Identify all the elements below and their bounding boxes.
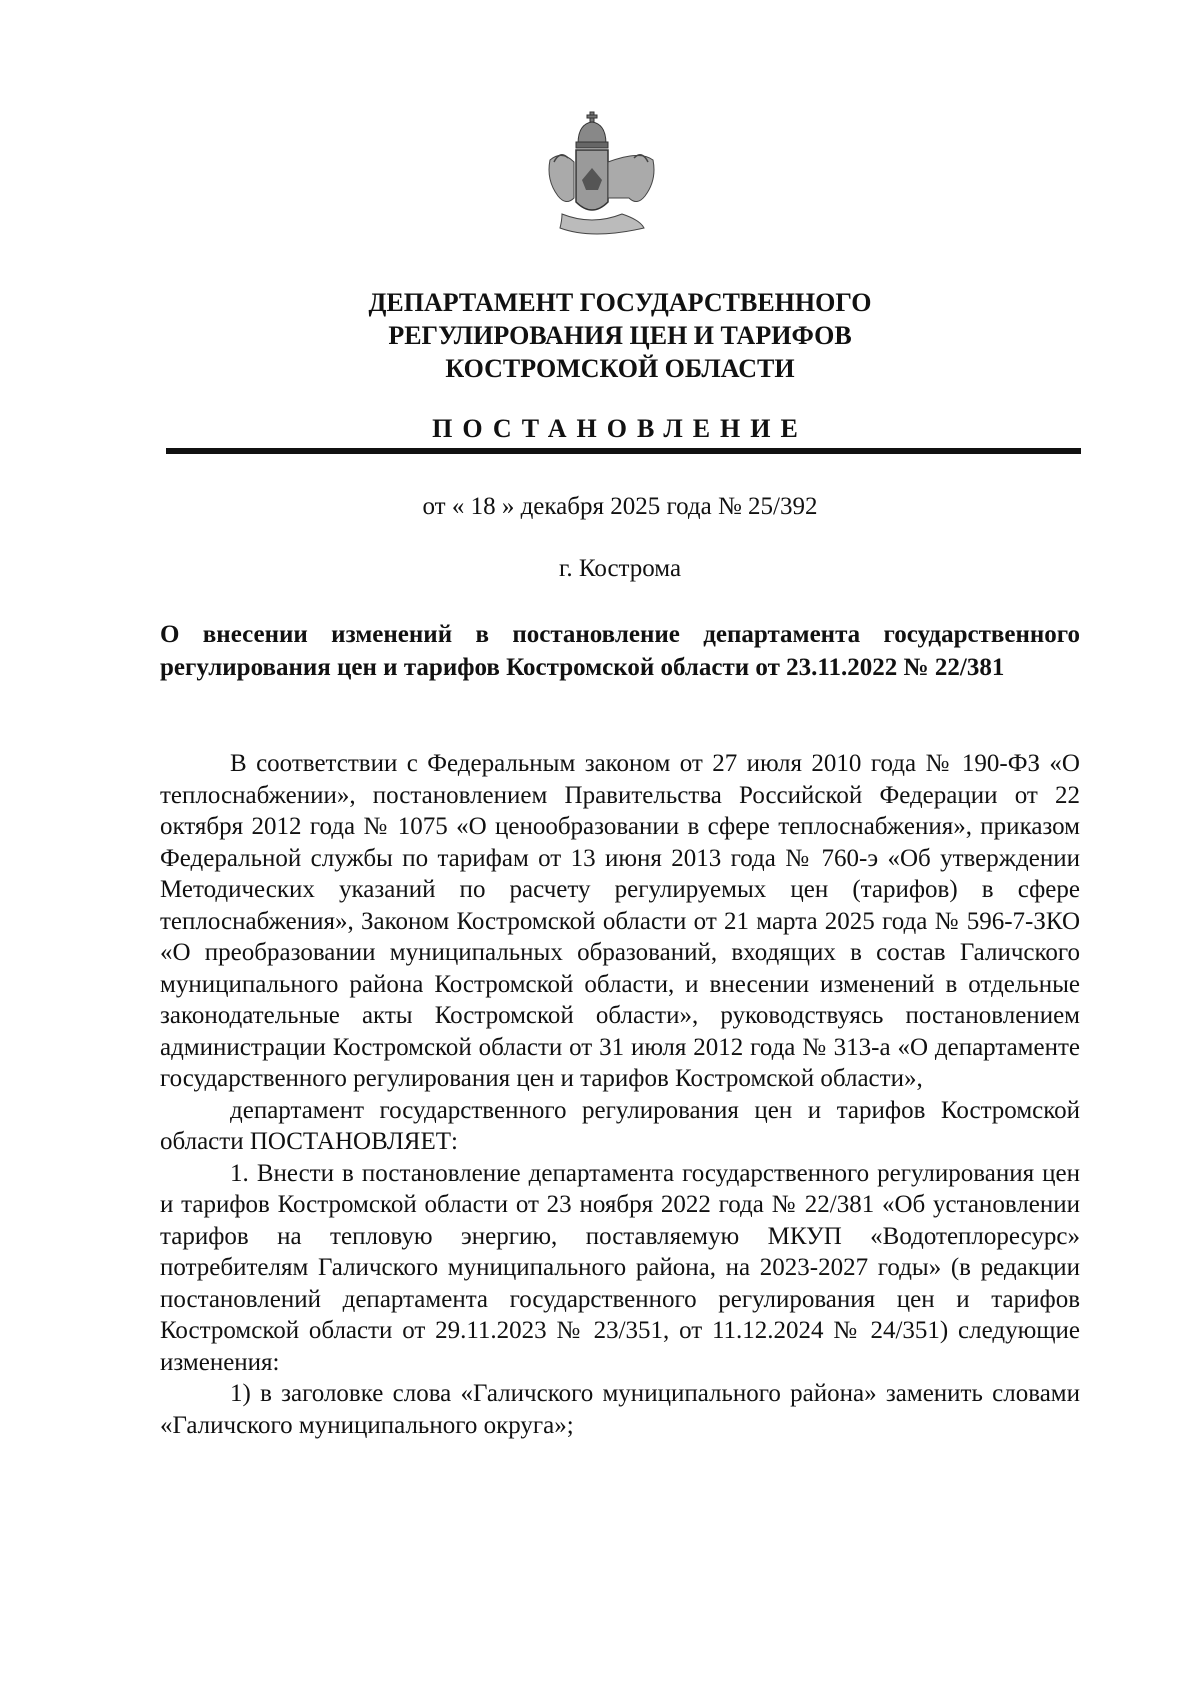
body-paragraph: департамент государственного регулирования цен и тарифов Костромской области ПОСТАНОВЛЯЕТ:	[160, 1096, 1080, 1155]
coat-of-arms-icon	[540, 110, 665, 240]
body-paragraph: В соответствии с Федеральным законом от 27 июля 2010 года № 190-ФЗ «О теплоснабжении», постановлением Правительства Российской Федерации от 22 октября 2012 года № 1075 «О ценообразовании в сфере теплоснабжения», приказом Федеральной службы по тарифам от 13 июня 2013 года № 760-э «Об утверждении Методических указаний по расчету регулируемых цен (тарифов) в сфере теплоснабжения», Законом Костромской области от 21 марта 2025 года № 596-7-ЗКО «О преобразовании муниципальных образований, входящих в состав Галичского муниципального района Костромской области, и внесении изменений в отдельные законодательные акты Костромской области», руководствуясь постановлением администрации Костромской области от 31 июля 2012 года № 313-а «О департаменте государственного регулирования цен и тарифов Костромской области»,	[160, 750, 1080, 1092]
department-name	[160, 286, 1080, 385]
dept-line: КОСТРОМСКОЙ ОБЛАСТИ	[445, 354, 795, 383]
header-divider	[166, 448, 1081, 454]
document-type-heading: ПОСТАНОВЛЕНИЕ	[432, 414, 808, 443]
dept-line: РЕГУЛИРОВАНИЯ ЦЕН И ТАРИФОВ	[388, 321, 852, 350]
body-paragraph: 1) в заголовке слова «Галичского муниципального района» заменить словами «Галичского муниципального округа»;	[160, 1380, 1080, 1439]
dept-line: ДЕПАРТАМЕНТ ГОСУДАРСТВЕННОГО	[368, 288, 872, 317]
document-date-number: от « 18 » декабря 2025 года № 25/392	[422, 493, 818, 520]
document-body	[160, 748, 1080, 1441]
document-city: г. Кострома	[558, 555, 682, 582]
body-paragraph: 1. Внести в постановление департамента государственного регулирования цен и тарифов Костромской области от 23 ноября 2022 года № 22/381 «Об установлении тарифов на тепловую энергию, поставляемую МКУП «Водотеплоресурс» потребителям Галичского муниципального района, на 2023-2027 годы» (в редакции постановлений департамента государственного регулирования цен и тарифов Костромской области от 29.11.2023 № 23/351, от 11.12.2024 № 24/351) следующие изменения:	[160, 1159, 1080, 1376]
document-title: О внесении изменений в постановление департамента государственного регулирования цен и тарифов Костромской области от 23.11.2022 № 22/381	[160, 621, 1080, 681]
